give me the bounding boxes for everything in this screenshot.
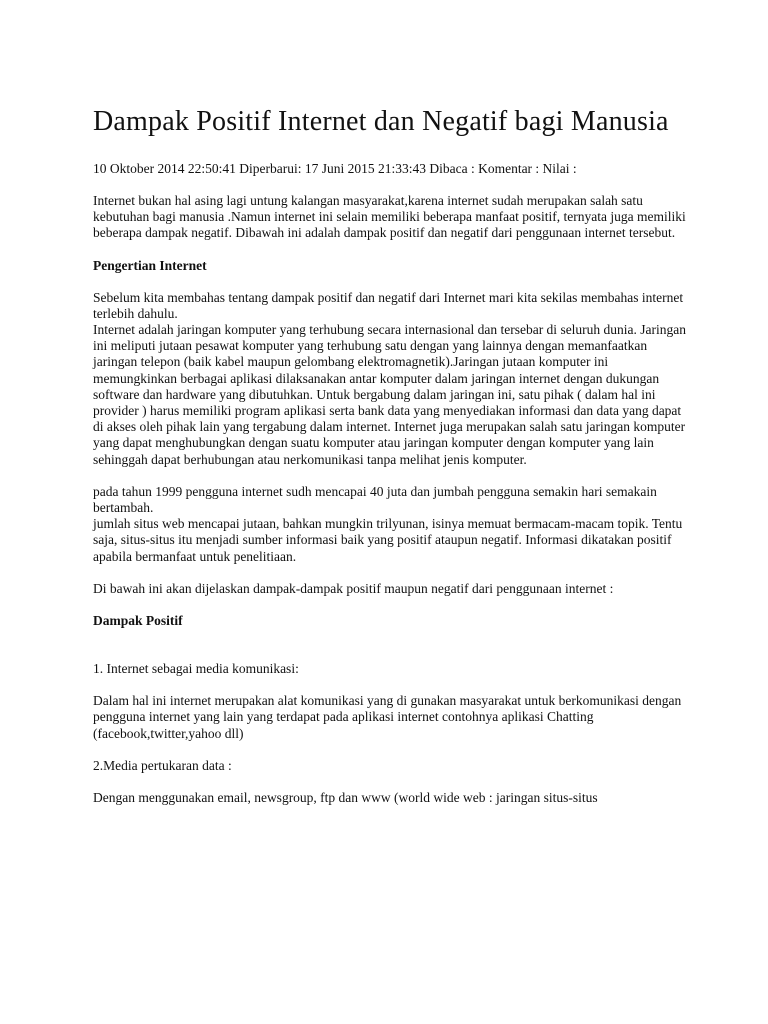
intro-paragraph: Internet bukan hal asing lagi untung kalangan masyarakat,karena internet sudah merupakan salah satu kebutuhan bagi manusia .Namun internet ini selain memiliki beberapa manfaat positif, ternyata juga memiliki beberapa dampak negatif. Dibawah ini adalah dampak positif dan negatif dari penggunaan internet tersebut. xyxy=(93,193,686,241)
document-page xyxy=(93,104,693,806)
list-item-2-title: 2.Media pertukaran data : xyxy=(93,757,232,773)
article-meta: 10 Oktober 2014 22:50:41 Diperbarui: 17 Juni 2015 21:33:43 Dibaca : Komentar : Nilai : xyxy=(93,161,577,176)
bawah-paragraph: Di bawah ini akan dijelaskan dampak-dampak positif maupun negatif dari penggunaan internet : xyxy=(93,580,614,596)
page-title: Dampak Positif Internet dan Negatif bagi Manusia xyxy=(93,106,669,137)
list-item-1-title: 1. Internet sebagai media komunikasi: xyxy=(93,661,299,677)
pengertian-paragraph-2: Internet adalah jaringan komputer yang terhubung secara internasional dan tersebar di seluruh dunia. Jaringan ini meliputi jutaan pesawat komputer yang terhubung satu dengan yang lainnya dengan memanfaatkan jaringan telepon (baik kabel maupun gelombang elektromagnetik).Jaringan jutaan komputer ini memungkinkan berbagai aplikasi dilaksanakan antar komputer dalam jaringan internet dengan dukungan software dan hardware yang dibutuhkan. Untuk bergabung dalam jaringan ini, satu pihak ( dalam hal ini provider ) harus memiliki program aplikasi serta bank data yang menyediakan informasi dan data yang dapat di akses oleh pihak lain yang tergabung dalam internet. Internet juga merupakan salah satu jaringan komputer yang dapat menghubungkan dengan suatu komputer atau jaringan komputer dengan komputer yang lain sehinggah dapat berhubungan atau nerkomunikasi tanpa melihat jenis komputer. xyxy=(93,322,687,467)
heading-pengertian: Pengertian Internet xyxy=(93,257,207,273)
list-item-2-body: Dengan menggunakan email, newsgroup, ftp dan www (world wide web : jaringan situs-situs xyxy=(93,790,598,806)
stats-paragraph-1: pada tahun 1999 pengguna internet sudh mencapai 40 juta dan jumbah pengguna semakin hari semakain bertambah. xyxy=(93,483,657,516)
pengertian-paragraph-1: Sebelum kita membahas tentang dampak positif dan negatif dari Internet mari kita sekilas membahas internet terlebih dahulu. xyxy=(93,289,684,321)
list-item-1-body: Dalam hal ini internet merupakan alat komunikasi yang di gunakan masyarakat untuk berkomunikasi dengan pengguna internet yang lain yang terdapat pada aplikasi internet contohnya aplikasi Chatting (facebook,twitter,yahoo dll) xyxy=(93,693,682,741)
stats-paragraph-2: jumlah situs web mencapai jutaan, bahkan mungkin trilyunan, isinya memuat bermacam-macam topik. Tentu saja, situs-situs itu menjadi sumber informasi baik yang positif ataupun negatif. Informasi dikatakan positif apabila bermanfaat untuk penelitiaan. xyxy=(93,516,683,564)
heading-dampak-positif: Dampak Positif xyxy=(93,613,183,629)
